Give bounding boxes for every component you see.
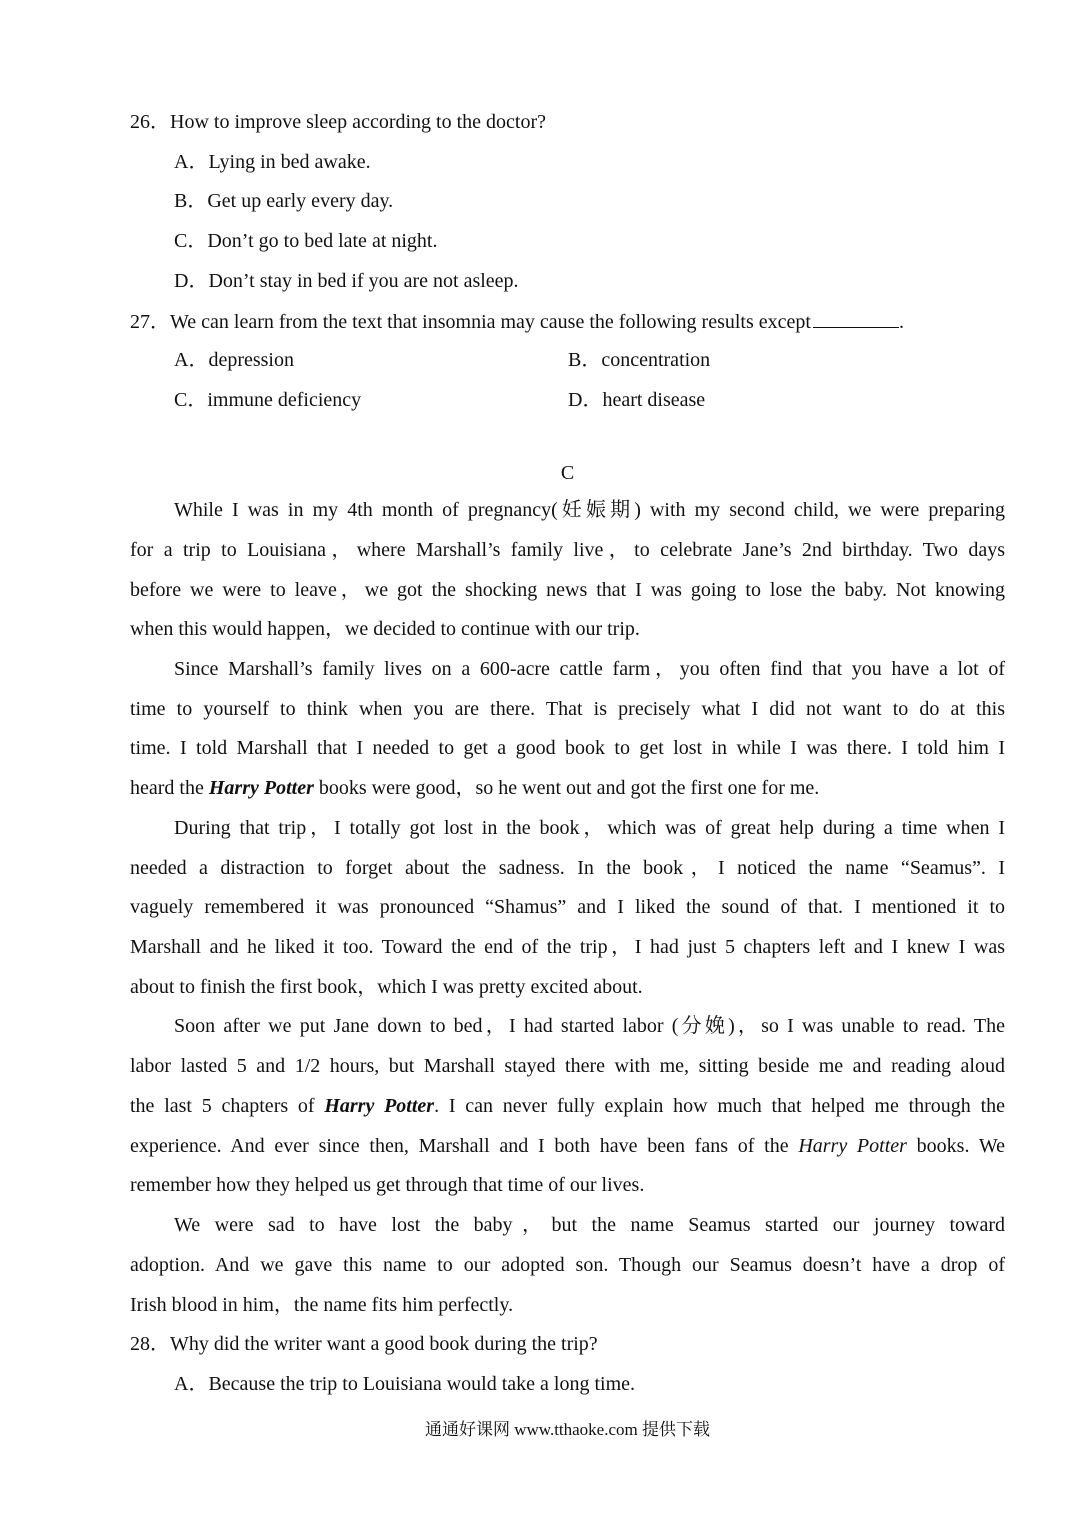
paragraph-3-line: Marshall and he liked it too. Toward the end of the trip，I had just 5 chapters left and I knew I was (130, 936, 1005, 958)
question-28-stem: 28．Why did the writer want a good book during the trip? (130, 1333, 598, 1355)
question-27-stem (130, 309, 904, 334)
book-title: Harry Potter (798, 1135, 907, 1157)
paragraph-1-line: before we were to leave，we got the shocking news that I was going to lose the baby. Not knowing (130, 579, 1005, 601)
question-26-option-b: B．Get up early every day. (174, 190, 394, 212)
question-28-option-a: A．Because the trip to Louisiana would take a long time. (174, 1373, 635, 1395)
paragraph-4-line (130, 1134, 1005, 1158)
text-segment: books. We (906, 1135, 1005, 1157)
question-26-option-c: C．Don’t go to bed late at night. (174, 230, 438, 252)
book-title: Harry Potter (324, 1095, 435, 1117)
text-segment: experience. And ever since then, Marshall and I both have been fans of the (130, 1135, 799, 1157)
question-26-stem: 26．How to improve sleep according to the doctor? (130, 111, 546, 133)
paragraph-2-line: time to yourself to think when you are there. That is precisely what I did not want to do at this (130, 698, 1005, 720)
question-27-option-a: A．depression (174, 349, 294, 371)
paragraph-5-line: We were sad to have lost the baby，but the name Seamus started our journey toward (174, 1214, 1005, 1236)
paragraph-4-line: Soon after we put Jane down to bed，I had started labor (分娩)，so I was unable to read. The (174, 1015, 1005, 1037)
text-segment: the last 5 chapters of (130, 1095, 325, 1117)
paragraph-1-line: While I was in my 4th month of pregnancy(妊娠期) with my second child, we were preparing (174, 499, 1005, 521)
text-segment: . I can never fully explain how much that helped me through the (434, 1095, 1006, 1117)
question-27-stem-end: . (898, 311, 904, 333)
paragraph-1-line: when this would happen，we decided to continue with our trip. (130, 618, 640, 640)
paragraph-4-line: labor lasted 5 and 1/2 hours, but Marshall stayed there with me, sitting beside me and reading aloud (130, 1055, 1005, 1077)
answer-blank (813, 309, 899, 328)
paragraph-4-line: remember how they helped us get through that time of our lives. (130, 1174, 645, 1196)
paragraph-1-line: for a trip to Louisiana，where Marshall’s family live，to celebrate Jane’s 2nd birthday. Two days (130, 539, 1005, 561)
question-27-option-d: D．heart disease (568, 389, 706, 411)
question-26-option-a: A．Lying in bed awake. (174, 151, 371, 173)
paragraph-3-line: vaguely remembered it was pronounced “Shamus” and I liked the sound of that. I mentioned it to (130, 896, 1005, 918)
paragraph-5-line: Irish blood in him，the name fits him perfectly. (130, 1294, 514, 1316)
page-footer: 通通好课网 www.tthaoke.com 提供下载 (424, 1420, 711, 1439)
paragraph-3-line: needed a distraction to forget about the sadness. In the book，I noticed the name “Seamus”. I (130, 857, 1005, 879)
paragraph-3-line: During that trip，I totally got lost in the book，which was of great help during a time when I (174, 817, 1005, 839)
text-segment: heard the (130, 777, 209, 799)
paragraph-2-line: Since Marshall’s family lives on a 600-acre cattle farm，you often find that you have a lot of (174, 658, 1005, 680)
text-segment: books were good，so he went out and got the first one for me. (313, 777, 820, 799)
question-27-stem-text: 27．We can learn from the text that insomnia may cause the following results except (130, 311, 811, 333)
paragraph-2-line (130, 776, 819, 800)
paragraph-2-line: time. I told Marshall that I needed to get a good book to get lost in while I was there. I told him I (130, 737, 1005, 759)
book-title: Harry Potter (208, 777, 314, 799)
question-26-option-d: D．Don’t stay in bed if you are not asleep. (174, 270, 519, 292)
question-27-option-c: C．immune deficiency (174, 389, 362, 411)
paragraph-4-line (130, 1094, 1005, 1118)
paragraph-5-line: adoption. And we gave this name to our adopted son. Though our Seamus doesn’t have a drop of (130, 1254, 1005, 1276)
paragraph-3-line: about to finish the first book，which I was pretty excited about. (130, 976, 643, 998)
question-27-option-b: B．concentration (568, 349, 711, 371)
section-heading: C (560, 462, 575, 484)
